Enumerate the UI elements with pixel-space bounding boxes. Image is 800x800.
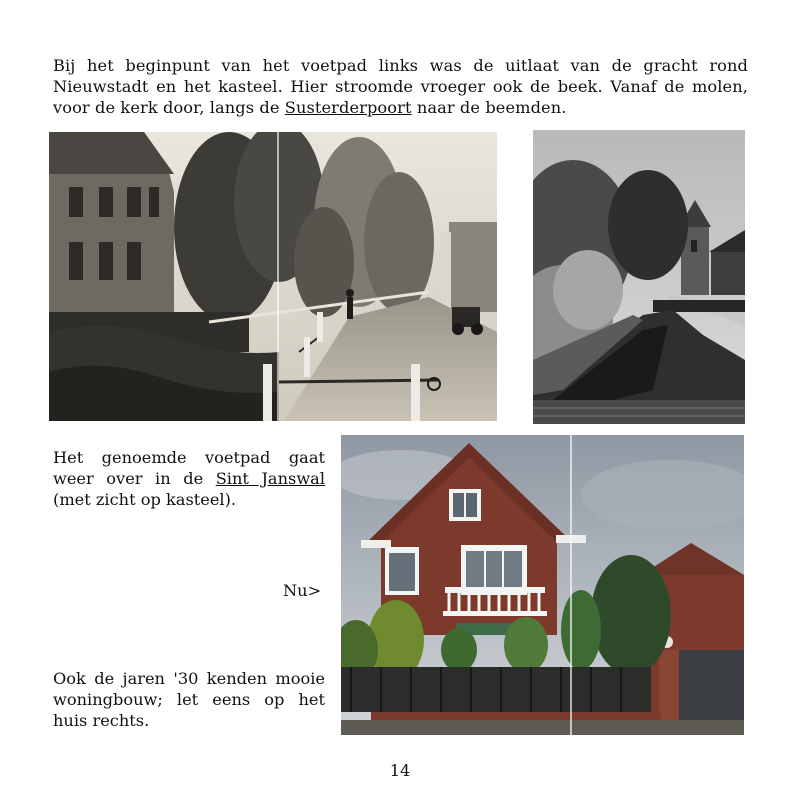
woningbouw-paragraph: Ook de jaren '30 kenden mooie woningbouw; let eens op het huis rechts. xyxy=(53,669,325,730)
nu-label: Nu> xyxy=(283,581,322,600)
modern-house-photo xyxy=(341,435,744,735)
page-number: 14 xyxy=(389,761,411,780)
intro-paragraph xyxy=(53,55,748,118)
intro-text-end: naar de beemden. xyxy=(411,98,567,117)
voetpad-text-end: (met zicht op kasteel). xyxy=(53,490,237,509)
voetpad-text: Het genoemde voetpad gaat weer over in de xyxy=(53,448,325,488)
susterderpoort-link[interactable]: Susterderpoort xyxy=(284,98,412,117)
voetpad-paragraph xyxy=(53,447,325,510)
historic-street-photo xyxy=(49,132,497,421)
intro-text: Bij het beginpunt van het voetpad links was de uitlaat van de gracht rond Nieuwstadt en het kasteel. Hier stroomde vroeger ook de beek. Vanaf de molen, voor de kerk door, langs de xyxy=(53,56,748,117)
historic-canal-photo xyxy=(533,130,745,424)
sint-janswal-link[interactable]: Sint Janswal xyxy=(215,469,326,488)
